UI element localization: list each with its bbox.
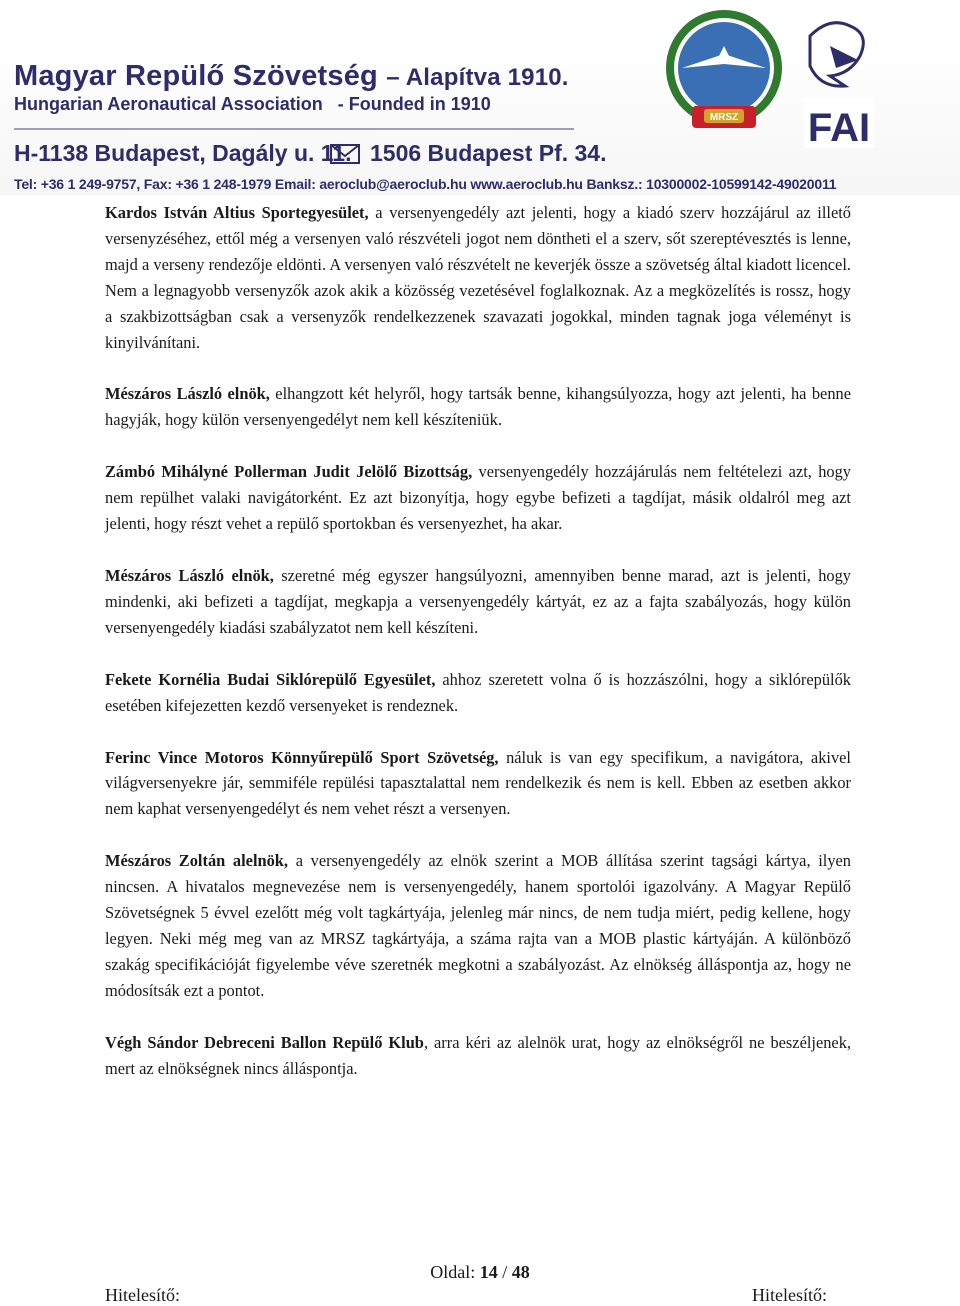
letterhead <box>0 0 960 195</box>
paragraph-text: , arra kéri az alelnök urat, hogy az elnökségről ne beszéljenek, mert az elnökségnek nincs álláspontja. <box>105 1032 851 1078</box>
fai-logo <box>800 16 878 150</box>
mrsz-emblem-logo <box>662 6 786 136</box>
envelope-icon <box>330 144 360 164</box>
document-body <box>105 200 851 1107</box>
paragraph <box>105 1030 851 1082</box>
paragraph-text: a versenyengedély az elnök szerint a MOB állítása szerint tagsági kártya, ilyen nincsen. A hivatalos megnevezése nem is versenyengedély, hanem sportolói igazolvány. A Magyar Repülő Szövetségnek 5 évvel ezelőtt még volt tagkártyája, jelenleg már nincs, de nem tudja miért, pedig kellene, hogy legyen. Neki még meg van az MRSZ tagkártyája, a száma rajta van a MOB plastic kártyáján. A különböző szakág specifikációját figyelembe véve szeretnék megkotni a szabályozást. Az elnökség álláspontja az, hogy ne módosítsák ezt a pontot. <box>105 851 851 1000</box>
org-po-box: 1506 Budapest Pf. 34. <box>330 140 607 167</box>
org-contact: Tel: +36 1 249-9757, Fax: +36 1 248-1979 Email: aeroclub@aeroclub.hu www.aeroclub.hu Banksz.: 10300002-10599142-49020011 <box>14 176 837 192</box>
footer-authenticator-right: Hitelesítő: <box>752 1285 827 1305</box>
paragraph <box>105 381 851 433</box>
paragraph <box>105 459 851 537</box>
page-number: Oldal: 14 / 48 <box>430 1262 530 1282</box>
org-name: Magyar Repülő Szövetség – Alapítva 1910. <box>14 60 569 92</box>
paragraph-text: náluk is van egy specifikum, a navigátora, akivel világversenyekre jár, semmiféle repülési tapasztalattal nem rendelkezik és nem is kell. Ebben az esetben akkor nem kaphat versenyengedélyt és nem vehet részt a versenyen. <box>105 747 851 819</box>
speaker-name: Mészáros Zoltán alelnök, <box>105 851 289 871</box>
speaker-name: Mészáros László elnök, <box>105 565 274 585</box>
speaker-name: Mészáros László elnök, <box>105 384 270 404</box>
speaker-name: Ferinc Vince Motoros Könnyűrepülő Sport Szövetség, <box>105 747 499 767</box>
paragraph-text: ahhoz szeretett volna ő is hozzászólni, hogy a siklórepülők esetében kifejezetten kezdő versenyeket is rendeznek. <box>105 669 852 715</box>
footer-authenticator-left: Hitelesítő: <box>105 1285 180 1305</box>
paragraph-text: szeretné még egyszer hangsúlyozni, amennyiben benne marad, azt is jelenti, hogy mindenki, aki befizeti a tagdíjat, megkapja a versenyengedély kártyát, ez az a fajta szabályozás, hogy külön versenyengedély kiadási szabályzatot nem kell készíteni. <box>105 565 851 637</box>
paragraph <box>105 563 851 641</box>
paragraph <box>105 667 851 719</box>
paragraph <box>105 745 851 823</box>
org-name-en: Hungarian Aeronautical Association - Founded in 1910 <box>14 94 491 114</box>
paragraph <box>105 200 851 355</box>
svg-text:MRSZ: MRSZ <box>709 112 739 123</box>
paragraph-text: a versenyengedély azt jelenti, hogy a kiadó szerv hozzájárul az illető versenyzéséhez, ettől még a versenyen való részvételi jogot nem döntheti el a szerv, sőt szereptévesztés is lenne, majd a verseny rendezője eldönti. A versenyen való részvételt ne keverjék össze a szövetség által kiadott licencel. Nem a legnagyobb versenyzők azok akik a közösség vezetésével foglalkoznak. Az a megközelítés is rossz, hogy a szakbizottságban csak a versenyzők rendelkezzenek szavazati jogokkal, minden tagnak joga véleményt is kinyilvánítani. <box>105 203 851 352</box>
speaker-name: Kardos István Altius Sportegyesület, <box>105 203 369 222</box>
paragraph-text: elhangzott két helyről, hogy tartsák benne, kihangsúlyozza, hogy azt jelenti, ha benne hagyják, hogy külön versenyengedélyt nem kell készíteniük. <box>105 384 851 430</box>
letterhead-divider <box>14 128 574 130</box>
speaker-name: Zámbó Mihályné Pollerman Judit Jelölő Bizottság, <box>105 462 473 482</box>
org-address: H-1138 Budapest, Dagály u. 11. <box>14 140 352 166</box>
speaker-name: Fekete Kornélia Budai Siklórepülő Egyesület, <box>105 669 436 689</box>
paragraph <box>105 848 851 1003</box>
paragraph-text: versenyengedély hozzájárulás nem feltételezi azt, hogy nem repülhet valaki navigátorként. Ez azt bizonyítja, hogy egybe befizeti a tagdíjat, másik oldalról meg azt jelenti, hogy részt vehet a repülő sportokban és versenyezhet, ha akar. <box>105 462 851 534</box>
speaker-name: Végh Sándor Debreceni Ballon Repülő Klub <box>105 1032 424 1052</box>
svg-text:FAI: FAI <box>807 106 871 150</box>
